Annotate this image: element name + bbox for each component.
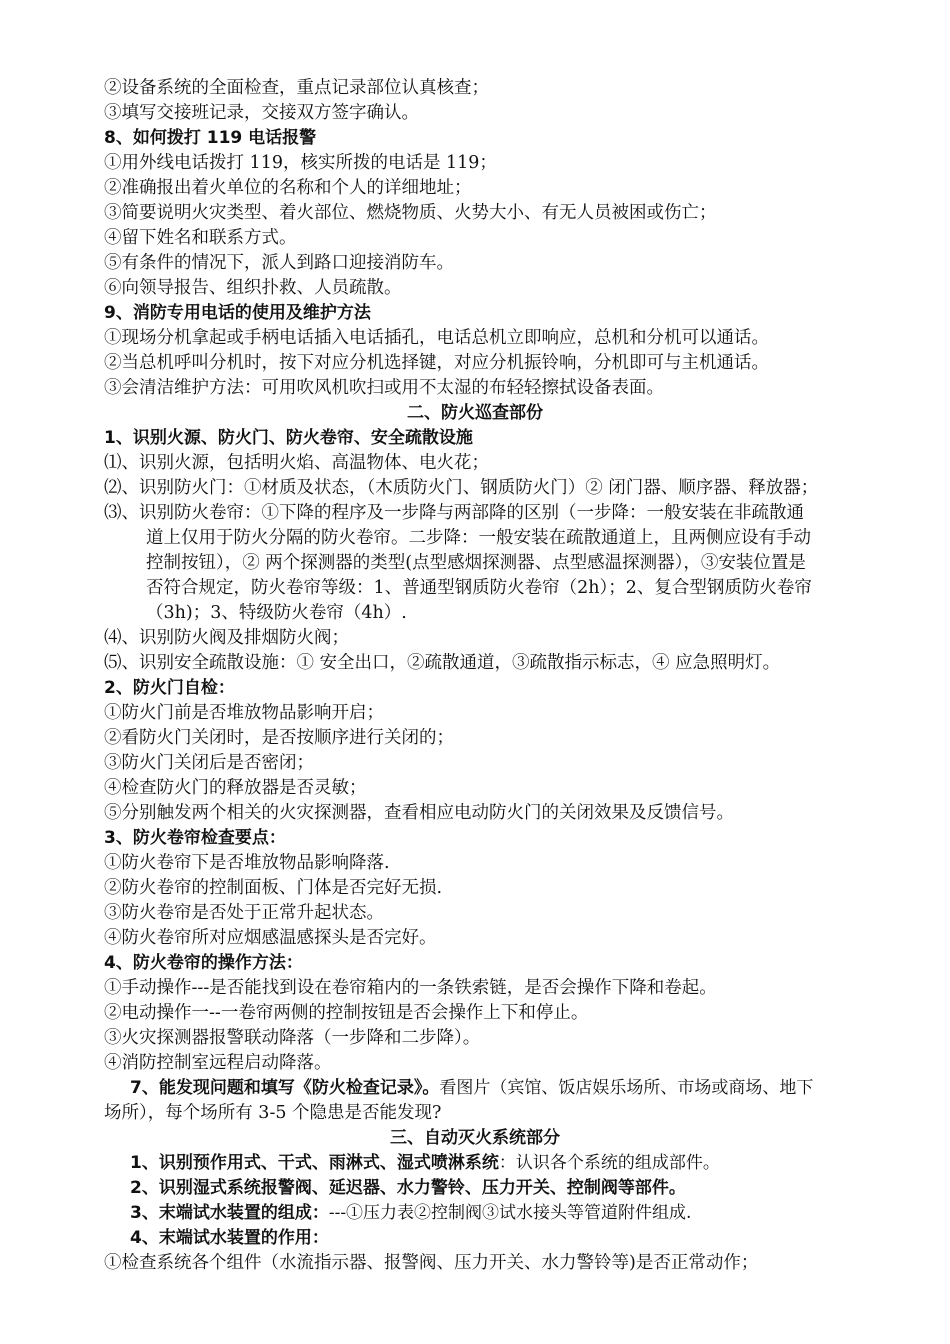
text-line: 否符合规定，防火卷帘等级：1、普通型钢质防火卷帘（2h）；2、复合型钢质防火卷帘	[146, 578, 812, 598]
text-line: ⑷、识别防火阀及排烟防火阀；	[104, 628, 349, 648]
text-line: 场所），每个场所有 3-5 个隐患是否能发现?	[104, 1103, 442, 1123]
text-inline: ：认识各个系统的组成部件。	[498, 1153, 720, 1173]
text-line: ②当总机呼叫分机时，按下对应分机选择键，对应分机振铃响，分机即可与主机通话。	[104, 353, 769, 373]
text-line	[130, 1201, 888, 1226]
text-line: 道上仅用于防火分隔的防火卷帘。二步降：一般安装在疏散通道上，且两侧应设有手动	[146, 528, 811, 548]
text-line: ③填写交接班记录，交接双方签字确认。	[104, 103, 419, 123]
text-line: ⑤有条件的情况下，派人到路口迎接消防车。	[104, 253, 454, 273]
text-line: ⑤分别触发两个相关的火灾探测器，查看相应电动防火门的关闭效果及反馈信号。	[104, 803, 734, 823]
section-heading-inline: 7、能发现问题和填写《防火检查记录》。	[130, 1078, 440, 1098]
text-line: ①检查系统各个组件（水流指示器、报警阀、压力开关、水力警铃等)是否正常动作；	[104, 1253, 759, 1273]
text-line: 控制按钮），② 两个探测器的类型(点型感烟探测器、点型感温探测器），③安装位置是	[146, 553, 806, 573]
section-heading: 2、防火门自检：	[104, 678, 235, 698]
text-line: ①手动操作---是否能找到设在卷帘箱内的一条铁索链，是否会操作下降和卷起。	[104, 978, 717, 998]
text-inline: ---①压力表②控制阀③试水接头等管道附件组成.	[328, 1203, 692, 1223]
section-heading: 8、如何拨打 119 电话报警	[104, 128, 317, 148]
text-line: ②准确报出着火单位的名称和个人的详细地址；	[104, 178, 472, 198]
text-line	[130, 1076, 890, 1101]
section-heading-inline: 1、识别预作用式、干式、雨淋式、湿式喷淋系统	[130, 1153, 499, 1173]
text-line: （3h)；3、特级防火卷帘（4h）.	[146, 603, 407, 623]
text-line: ③防火卷帘是否处于正常升起状态。	[104, 903, 384, 923]
section-heading: 1、识别火源、防火门、防火卷帘、安全疏散设施	[104, 428, 473, 448]
text-line: ④留下姓名和联系方式。	[104, 228, 297, 248]
text-line: ①现场分机拿起或手柄电话插入电话插孔，电话总机立即响应，总机和分机可以通话。	[104, 328, 769, 348]
text-line: ①防火卷帘下是否堆放物品影响降落.	[104, 853, 390, 873]
text-line: ⑴、识别火源，包括明火焰、高温物体、电火花；	[104, 453, 489, 473]
text-line: ⑶、识别防火卷帘：①下降的程序及一步降与两部降的区别（一步降：一般安装在非疏散通	[104, 503, 804, 523]
section-heading: 2、识别湿式系统报警阀、延迟器、水力警铃、压力开关、控制阀等部件。	[130, 1178, 686, 1198]
text-line	[130, 1151, 888, 1176]
text-line: ⑥向领导报告、组织扑救、人员疏散。	[104, 278, 402, 298]
text-line: ⑵、识别防火门：①材质及状态，（木质防火门、钢质防火门）② 闭门器、顺序器、释放器；	[104, 478, 819, 498]
text-line: ④防火卷帘所对应烟感温感探头是否完好。	[104, 928, 437, 948]
section-heading: 3、防火卷帘检查要点：	[104, 828, 286, 848]
section-heading: 9、消防专用电话的使用及维护方法	[104, 303, 371, 323]
text-line: ④检查防火门的释放器是否灵敏；	[104, 778, 367, 798]
section-heading: 4、末端试水装置的作用：	[130, 1228, 329, 1248]
text-line: ④消防控制室远程启动降落。	[104, 1053, 332, 1073]
text-line: ⑸、识别安全疏散设施：① 安全出口，②疏散通道，③疏散指示标志，④ 应急照明灯。	[104, 653, 781, 673]
text-line: ③会清洁维护方法：可用吹风机吹扫或用不太湿的布轻轻擦拭设备表面。	[104, 378, 664, 398]
text-line: ③简要说明火灾类型、着火部位、燃烧物质、火势大小、有无人员被困或伤亡；	[104, 203, 717, 223]
section-heading: 4、防火卷帘的操作方法：	[104, 953, 303, 973]
text-line: ③防火门关闭后是否密闭；	[104, 753, 314, 773]
part-title: 二、防火巡查部份	[407, 403, 543, 423]
part-title: 三、自动灭火系统部分	[390, 1128, 560, 1148]
text-line: ①用外线电话拨打 119，核实所拨的电话是 119；	[104, 153, 497, 173]
text-line: ②设备系统的全面检查，重点记录部位认真核查；	[104, 78, 489, 98]
text-line: ③火灾探测器报警联动降落（一步降和二步降）。	[104, 1028, 481, 1048]
text-line: ②看防火门关闭时，是否按顺序进行关闭的；	[104, 728, 454, 748]
text-line: ①防火门前是否堆放物品影响开启；	[104, 703, 384, 723]
section-heading-inline: 3、末端试水装置的组成：	[130, 1203, 329, 1223]
text-inline: 看图片（宾馆、饭店娱乐场所、市场或商场、地下	[439, 1078, 814, 1098]
text-line: ②防火卷帘的控制面板、门体是否完好无损.	[104, 878, 443, 898]
text-line: ②电动操作一--一卷帘两侧的控制按钮是否会操作上下和停止。	[104, 1003, 589, 1023]
